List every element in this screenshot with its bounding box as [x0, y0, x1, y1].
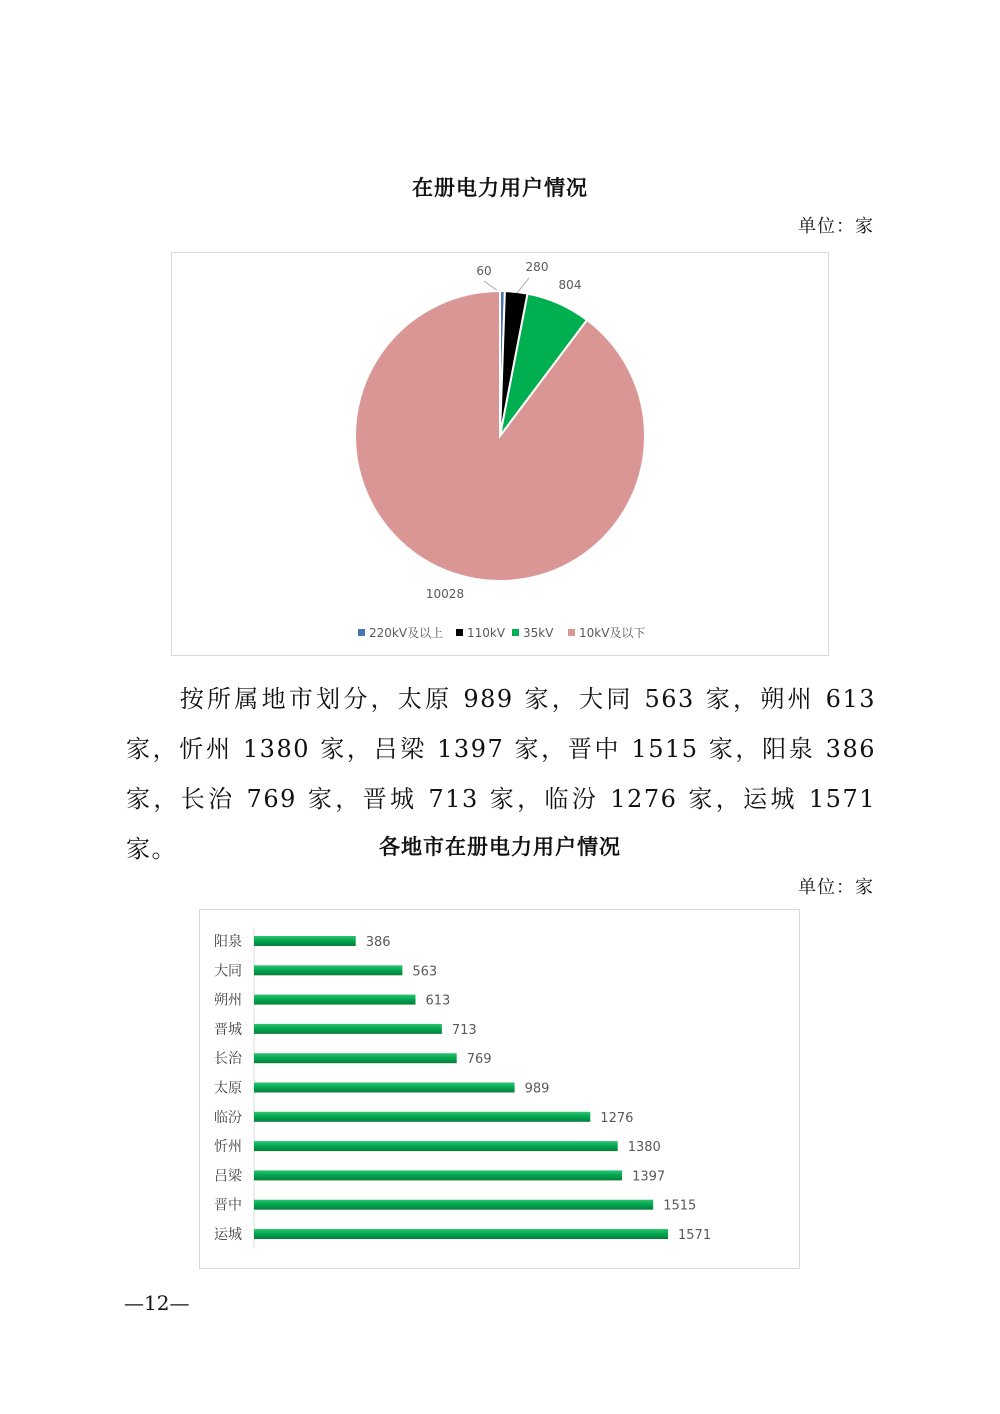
pie-data-label: 804 [558, 278, 582, 292]
bar-3 [254, 995, 416, 1005]
bar-chart-title: 各地市在册电力用户情况 [379, 835, 621, 859]
pie-chart [172, 253, 828, 655]
pie-data-label: 280 [525, 260, 549, 274]
bar-category-label: 朔州 [214, 992, 242, 1009]
bar-category-label: 大同 [214, 963, 242, 980]
bar-chart-unit: 单位：家 [798, 877, 874, 898]
bar-category-label: 长治 [214, 1051, 242, 1068]
bar-data-label: 563 [412, 964, 438, 980]
bar-data-label: 1571 [678, 1228, 712, 1243]
bar-data-label: 713 [451, 1022, 477, 1038]
pie-legend-label: 10kV及以下 [579, 626, 646, 640]
bar-data-label: 1380 [627, 1140, 661, 1156]
pie-legend-swatch [568, 629, 575, 636]
bar-1 [254, 936, 356, 946]
bar-category-label: 晋中 [214, 1197, 242, 1214]
bar-6 [254, 1083, 515, 1093]
pie-leader-line [517, 278, 529, 293]
bar-category-label: 运城 [214, 1227, 242, 1243]
bar-data-label: 989 [524, 1081, 550, 1097]
bar-data-label: 769 [466, 1052, 492, 1068]
bar-data-label: 386 [365, 935, 391, 950]
bar-7 [254, 1112, 590, 1122]
pie-legend-swatch [456, 629, 463, 636]
bar-data-label: 1515 [663, 1198, 697, 1214]
pie-chart-unit: 单位：家 [798, 216, 874, 237]
bar-category-label: 吕梁 [214, 1168, 242, 1185]
bar-2 [254, 965, 402, 975]
bar-data-label: 1276 [600, 1110, 634, 1126]
bar-data-label: 613 [425, 993, 451, 1009]
pie-legend-swatch [512, 629, 519, 636]
body-paragraph-text: 按所属地市划分，太原 989 家，大同 563 家，朔州 613 家，忻州 1380 家，吕梁 1397 家，晋中 1515 家，阳泉 386 家，长治 769 家，晋城 713 家，临汾 1276 家，运城 1571 家。 [126, 685, 876, 863]
bar-10 [254, 1200, 653, 1210]
bar-category-label: 晋城 [214, 1021, 242, 1038]
pie-legend-swatch [358, 629, 365, 636]
bar-4 [254, 1024, 442, 1034]
bar-5 [254, 1053, 457, 1063]
pie-slice-4 [355, 291, 645, 581]
page-number: —12— [124, 1291, 190, 1315]
pie-data-label: 10028 [425, 587, 465, 601]
pie-chart-title: 在册电力用户情况 [412, 176, 588, 200]
bar-category-label: 阳泉 [214, 934, 242, 950]
pie-data-label: 60 [476, 264, 492, 278]
pie-leader-line [484, 281, 498, 291]
bar-chart [200, 910, 799, 1268]
bar-8 [254, 1141, 618, 1151]
pie-legend-label: 110kV [467, 626, 506, 640]
bar-category-label: 太原 [214, 1080, 242, 1097]
pie-chart-frame [171, 252, 829, 656]
bar-category-label: 临汾 [214, 1109, 242, 1126]
bar-category-label: 忻州 [214, 1139, 242, 1156]
pie-legend-label: 35kV [523, 626, 554, 640]
bar-11 [254, 1229, 668, 1239]
pie-legend-label: 220kV及以上 [369, 626, 444, 640]
bar-9 [254, 1170, 622, 1180]
bar-data-label: 1397 [632, 1169, 666, 1185]
bar-chart-frame [199, 909, 800, 1269]
